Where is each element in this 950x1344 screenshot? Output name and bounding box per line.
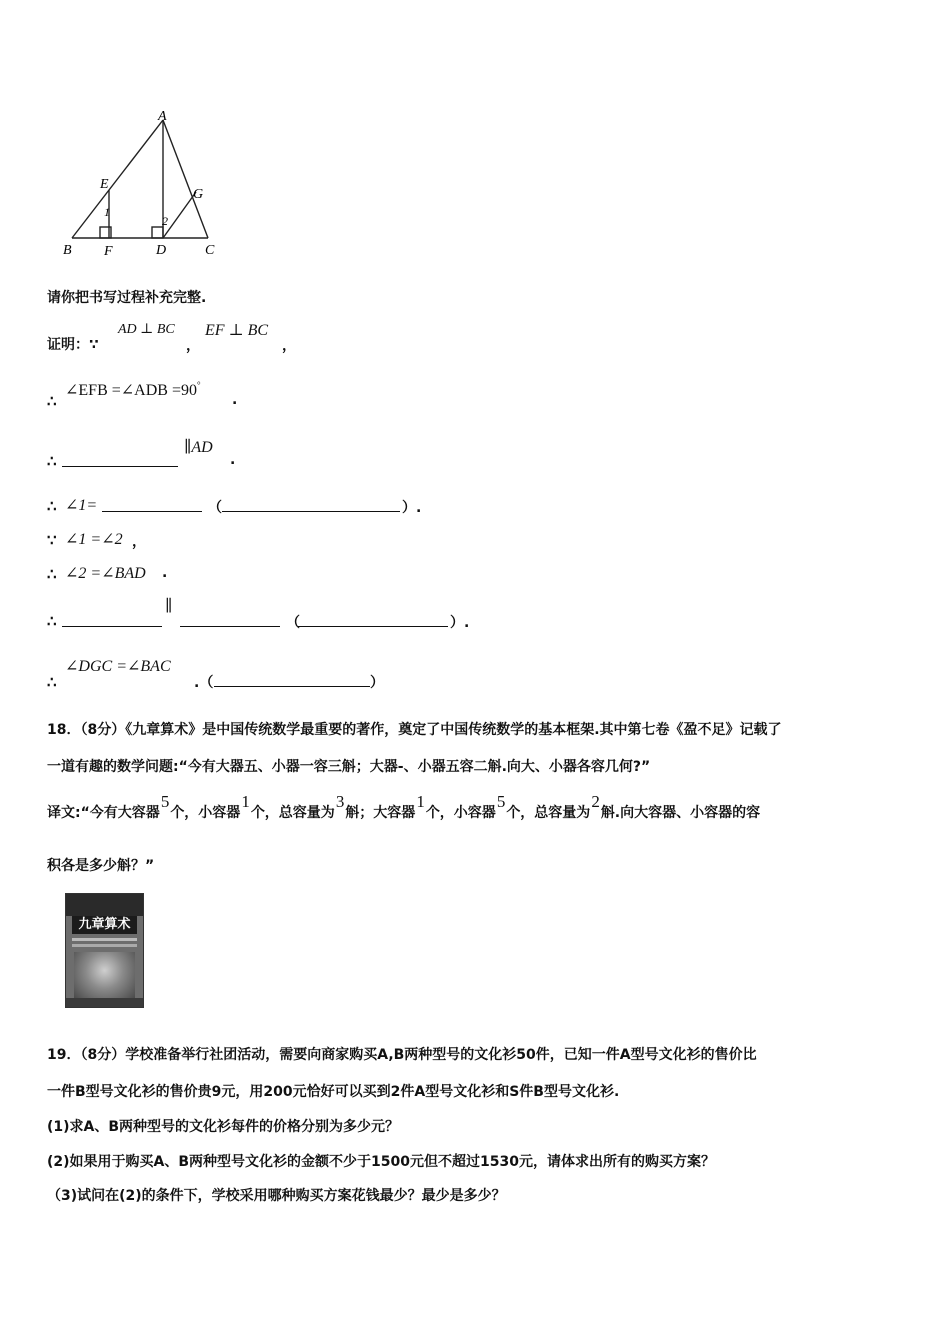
therefore-symbol: ∴ xyxy=(47,612,57,630)
paren-open: （ xyxy=(208,500,222,516)
because-symbol: ∵ xyxy=(47,531,57,549)
q19-line-1: 19．（8分）学校准备举行社团活动，需要向商家购买A,B两种型号的文化衫50件，已知一件A型号文化衫的售价比 xyxy=(47,1047,757,1063)
label-A: A xyxy=(158,109,167,124)
q18-line-1: 18．（8分）《九章算术》是中国传统数学最重要的著作，奠定了中国传统数学的基本框架.其中第七卷《盈不足》记载了 xyxy=(47,722,782,738)
proof-line-6-end: . xyxy=(162,565,168,581)
q18-line-4: 积各是多少斛？” xyxy=(47,858,155,874)
q18-line-3: 译文:“今有大容器5个，小容器1个，总容量为3斛；大容器1个，小容器5个，总容量为2斛.向大容器、小容器的容 xyxy=(47,792,761,821)
triangle-figure xyxy=(60,108,230,260)
expr-angle-efb-adb: ∠EFB =∠ADB =90° xyxy=(65,380,201,399)
label-angle-2: 2 xyxy=(162,214,168,228)
proof-intro: 请你把书写过程补充完整. xyxy=(47,290,207,306)
right-angle-D xyxy=(152,227,163,238)
therefore-symbol: ∴ xyxy=(47,565,57,583)
expr-angle-1-eq: ∠1= xyxy=(65,497,98,514)
q19-sub-1: (1)求A、B两种型号的文化衫每件的价格分别为多少元？ xyxy=(47,1119,400,1135)
reason-blank-3[interactable] xyxy=(214,672,370,687)
label-B: B xyxy=(63,243,72,258)
book-cover-image xyxy=(65,893,144,1008)
proof-line-1-sep: ， xyxy=(186,338,200,354)
proof-line-2-end: . xyxy=(232,392,238,408)
answer-blank-4[interactable] xyxy=(180,612,280,627)
label-G: G xyxy=(193,187,204,202)
answer-blank-2[interactable] xyxy=(102,497,202,512)
reason-blank-2[interactable] xyxy=(298,612,448,627)
therefore-symbol: ∴ xyxy=(47,497,57,515)
expr-parallel-ad: ∥AD xyxy=(184,439,213,456)
parallel-symbol: ∥ xyxy=(165,598,173,615)
q19-sub-2: (2)如果用于购买A、B两种型号文化衫的金额不少于1500元但不超过1530元，请体求出所有的购买方案？ xyxy=(47,1154,715,1170)
reason-blank-1[interactable] xyxy=(222,497,400,512)
paren-open: （ xyxy=(286,615,300,631)
expr-angle-dgc-eq-bac: ∠DGC =∠BAC xyxy=(65,658,171,675)
book-title: 九章算术 xyxy=(72,916,137,934)
expr-ad-perp-bc: AD ⊥ BC xyxy=(118,322,175,337)
paren-close: ） xyxy=(370,675,384,691)
proof-line-1-prefix: 证明：∵ xyxy=(47,337,99,353)
side-AB xyxy=(72,120,163,238)
therefore-symbol: ∴ xyxy=(47,452,57,470)
proof-line-3-end: . xyxy=(230,452,236,468)
paren-close: ）. xyxy=(402,500,422,516)
q19-sub-3: （3)试问在(2)的条件下，学校采用哪种购买方案花钱最少？最少是多少？ xyxy=(47,1188,506,1204)
paren-open: .（ xyxy=(194,675,214,691)
label-C: C xyxy=(205,243,215,258)
proof-line-5-end: ， xyxy=(132,534,146,550)
label-F: F xyxy=(104,244,113,259)
expr-ef-perp-bc: EF ⊥ BC xyxy=(205,322,269,339)
side-AC xyxy=(163,120,208,238)
paren-close: ）. xyxy=(450,615,470,631)
label-D: D xyxy=(156,243,167,258)
proof-line-1 xyxy=(47,334,99,354)
q18-line-2: 一道有趣的数学问题:“今有大器五、小器一容三斛；大器-、小器五容二斛.向大、小器各容几何?” xyxy=(47,759,651,775)
therefore-symbol: ∴ xyxy=(47,392,57,410)
expr-angle-2-eq-bad: ∠2 =∠BAD xyxy=(65,565,146,582)
expr-angle-1-eq-2: ∠1 =∠2 xyxy=(65,531,123,548)
answer-blank-3[interactable] xyxy=(62,612,162,627)
answer-blank-1[interactable] xyxy=(62,452,178,467)
proof-line-1-end: ， xyxy=(282,338,296,354)
q19-line-2: 一件B型号文化衫的售价贵9元，用200元恰好可以买到2件A型号文化衫和S件B型号文化衫. xyxy=(47,1084,620,1100)
therefore-symbol: ∴ xyxy=(47,673,57,691)
label-angle-1: 1 xyxy=(104,205,110,219)
label-E: E xyxy=(100,177,109,192)
